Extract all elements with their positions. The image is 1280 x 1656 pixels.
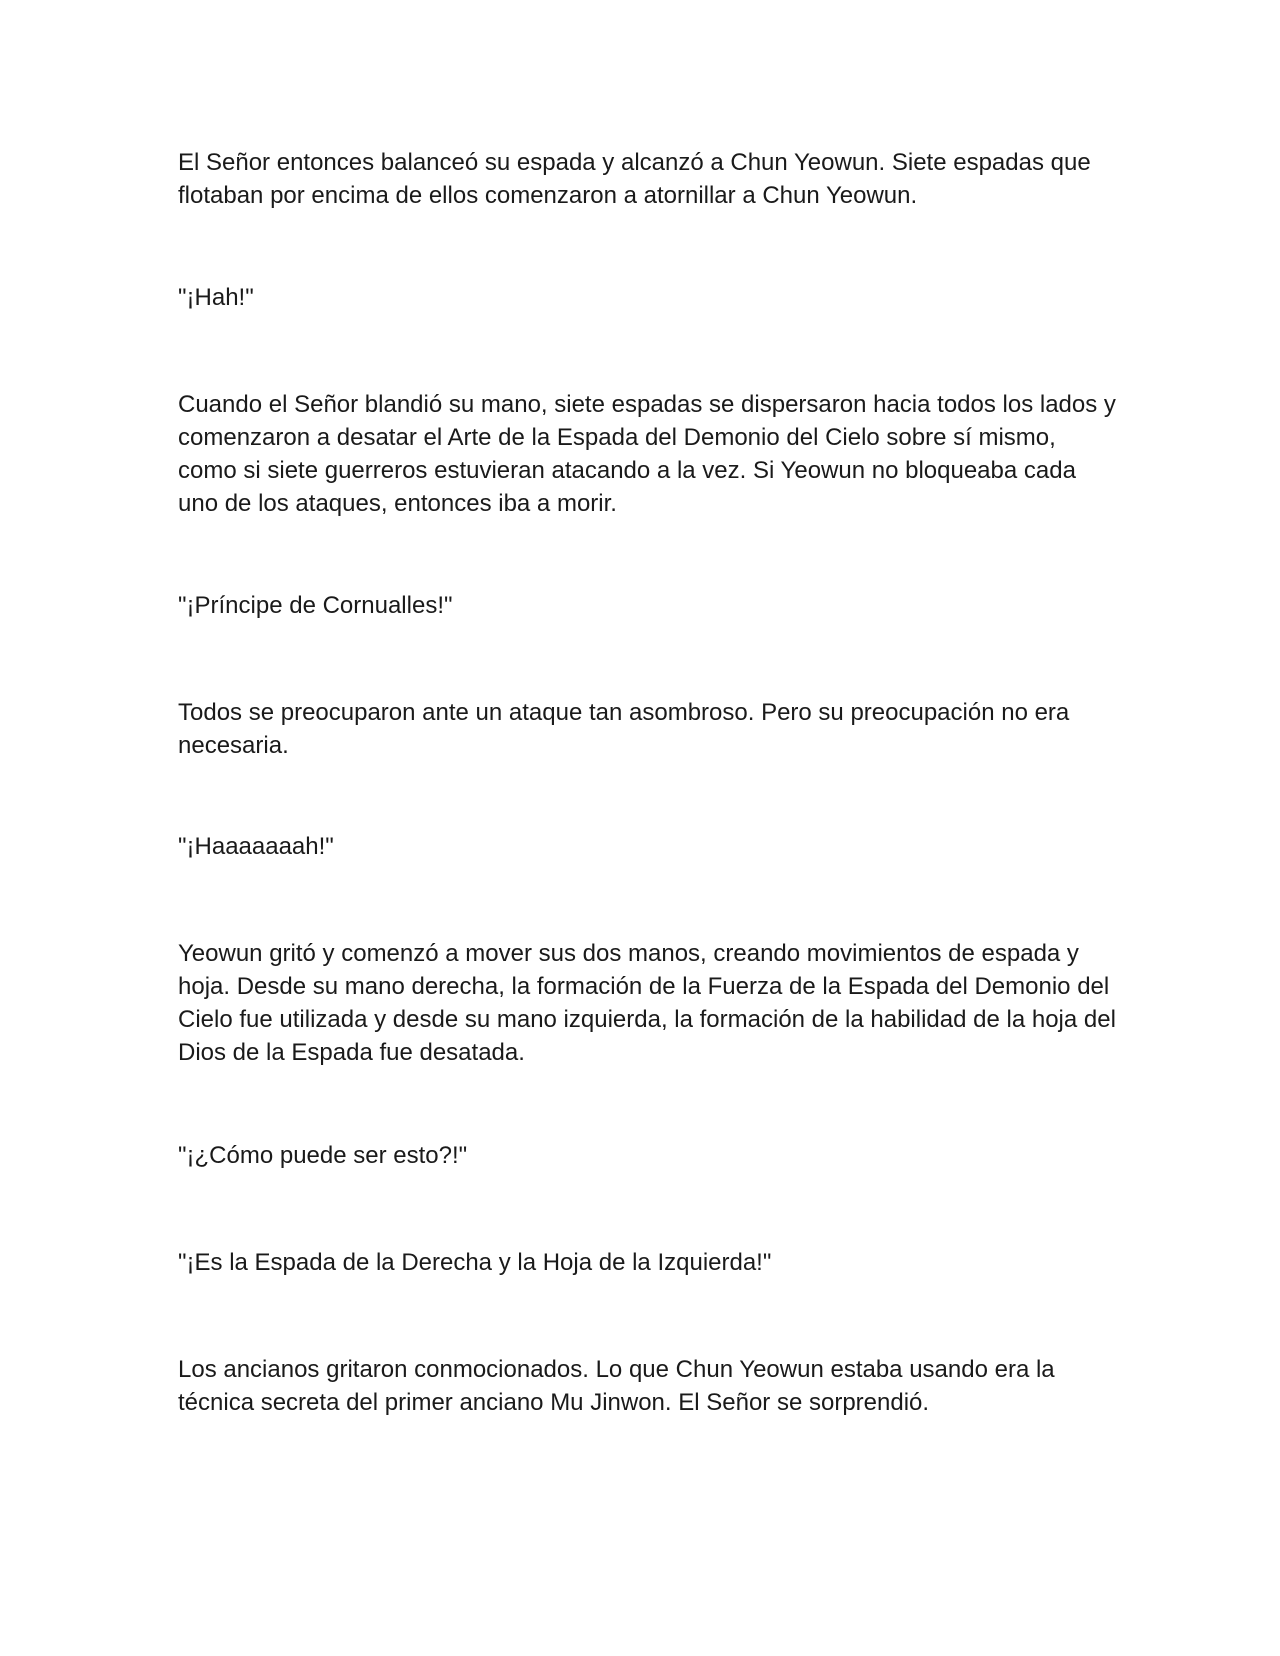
paragraph-8: "¡¿Cómo puede ser esto?!" xyxy=(178,1142,468,1169)
paragraph-1: El Señor entonces balanceó su espada y alcanzó a Chun Yeowun. Siete espadas que flotaban por encima de ellos comenzaron a atornillar a Chun Yeowun. xyxy=(178,149,1091,209)
paragraph-5: Todos se preocuparon ante un ataque tan asombroso. Pero su preocupación no era necesaria. xyxy=(178,699,1070,759)
paragraph-7: Yeowun gritó y comenzó a mover sus dos manos, creando movimientos de espada y hoja. Desde su mano derecha, la formación de la Fuerza de la Espada del Demonio del Cielo fue utilizada y desde su mano izquierda, la formación de la habilidad de la hoja del Dios de la Espada fue desatada. xyxy=(178,940,1116,1066)
paragraph-4: "¡Príncipe de Cornualles!" xyxy=(178,592,453,619)
paragraph-6: "¡Haaaaaaah!" xyxy=(178,833,334,860)
paragraph-10: Los ancianos gritaron conmocionados. Lo que Chun Yeowun estaba usando era la técnica secreta del primer anciano Mu Jinwon. El Señor se sorprendió. xyxy=(178,1356,1055,1416)
paragraph-2: "¡Hah!" xyxy=(178,284,254,311)
paragraph-9: "¡Es la Espada de la Derecha y la Hoja de la Izquierda!" xyxy=(178,1249,772,1276)
paragraph-3: Cuando el Señor blandió su mano, siete espadas se dispersaron hacia todos los lados y comenzaron a desatar el Arte de la Espada del Demonio del Cielo sobre sí mismo, como si siete guerreros estuvieran atacando a la vez. Si Yeowun no bloqueaba cada uno de los ataques, entonces iba a morir. xyxy=(178,391,1116,517)
